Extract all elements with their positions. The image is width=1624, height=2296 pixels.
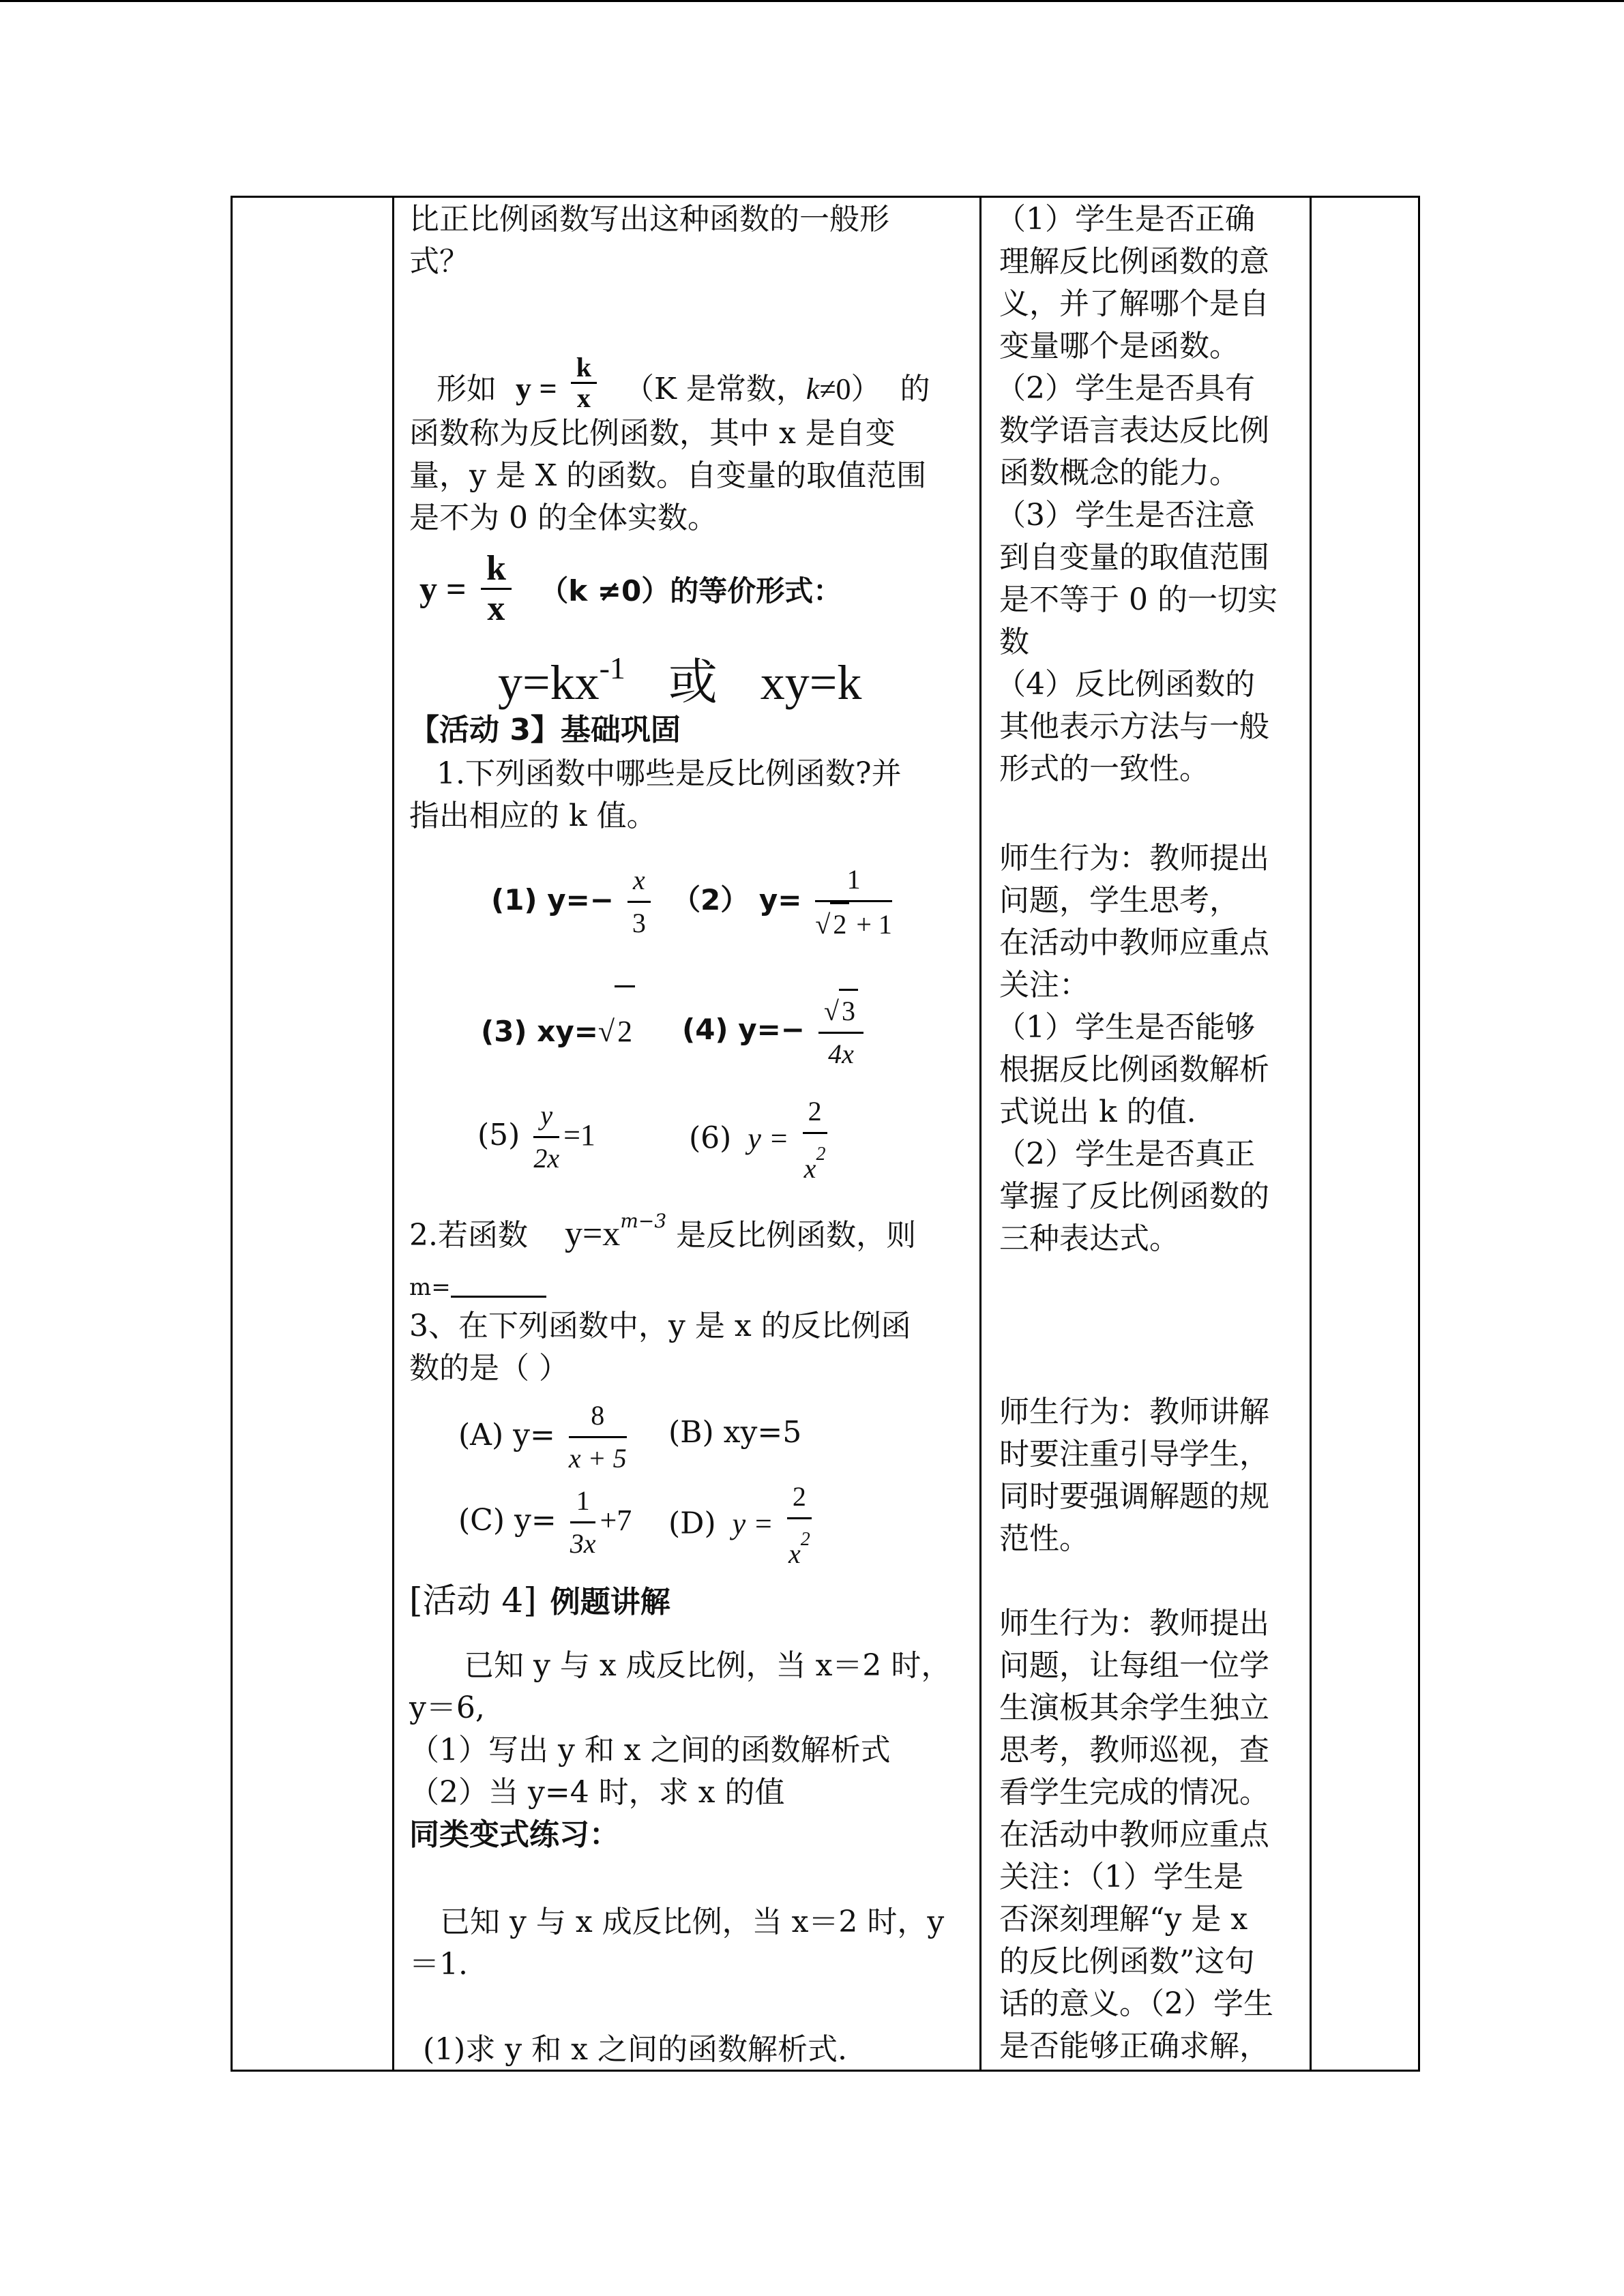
variant-line-2: ＝1. <box>409 1947 468 1982</box>
table-col-line-2 <box>392 196 394 2072</box>
option-a: (A) y= $\frac{8}{x + 5}$ <box>458 1391 631 1480</box>
variant-question-1: (1)求 y 和 x 之间的函数解析式. <box>423 2032 847 2067</box>
question-2-answer: m= <box>409 1266 546 1309</box>
formula-1: (1) y=− $\frac{x}{3}$ <box>491 856 655 944</box>
note-line: 看学生完成的情况。 <box>999 1775 1269 1810</box>
example-question-1: （1）写出 y 和 x 之间的函数解析式 <box>409 1733 891 1768</box>
def-condition: （K 是常数， <box>623 372 806 406</box>
note-line: 在活动中教师应重点 <box>999 1817 1269 1852</box>
definition-line-3: 量，y 是 X 的函数。自变量的取值范围 <box>409 458 927 493</box>
formula-2: （2） y= $\frac{1}{√ 2 + 1}$ <box>672 856 896 944</box>
note-line: 义，并了解哪个是自 <box>999 286 1269 321</box>
note-line: 生演板其余学生独立 <box>999 1690 1269 1725</box>
activity-4-title: [活动 4] 例题讲解 <box>409 1581 670 1620</box>
note-line: 变量哪个是函数。 <box>999 329 1239 363</box>
question-3-line-2: 数的是（ ） <box>409 1351 569 1386</box>
note-line: 师生行为：教师讲解 <box>999 1395 1269 1429</box>
note-line: 在活动中教师应重点 <box>999 925 1269 960</box>
example-line-2: y＝6, <box>409 1690 485 1725</box>
def-prefix: 形如 <box>437 372 497 406</box>
note-line: 师生行为：教师提出 <box>999 1606 1269 1641</box>
note-line: 关注：（1）学生是 <box>999 1860 1243 1894</box>
table-col-line-4 <box>1310 196 1312 2072</box>
def-fraction: $\frac{k}{x}$ <box>571 353 597 413</box>
note-line: （3）学生是否注意 <box>996 498 1255 533</box>
eq-fraction: $\frac{k}{x}$ <box>481 550 512 628</box>
definition-line-1: 形如 y = $\frac{k}{x}$ （K 是常数，k≠0） 的 <box>437 352 930 413</box>
note-line: 师生行为：教师提出 <box>999 841 1269 876</box>
formula-5: (5) $\frac{y}{2x}$ =1 <box>477 1091 595 1180</box>
note-line: （1）学生是否能够 <box>996 1010 1255 1045</box>
big-equation: $y=kx^{-1}$ 或 xy=k <box>498 651 862 711</box>
note-line: 问题，让每组一位学 <box>999 1648 1269 1683</box>
page-top-border <box>0 0 1624 2</box>
option-c: (C) y= $\frac{1}{3x}$ +7 <box>458 1476 632 1565</box>
intro-line-2: 式？ <box>409 244 469 279</box>
table-col-line-5 <box>1418 196 1420 2072</box>
variant-title: 同类变式练习： <box>409 1817 619 1852</box>
note-line: 理解反比例函数的意 <box>999 244 1269 279</box>
activity-3-title: 【活动 3】基础巩固 <box>409 713 681 747</box>
option-d: (D) y = $\frac{2}{x^2}$ <box>668 1476 816 1565</box>
table-top-border <box>231 196 1420 198</box>
equivalent-forms-heading: y = $\frac{k}{x}$ （k ≠0）的等价形式： <box>419 548 842 628</box>
note-line: 话的意义。（2）学生 <box>999 1986 1273 2021</box>
example-question-2: （2）当 y=4 时，求 x 的值 <box>409 1775 785 1810</box>
formula-3: (3) xy=√2 <box>481 985 635 1074</box>
note-line: 问题，学生思考， <box>999 883 1239 918</box>
variant-line-1: 已知 y 与 x 成反比例，当 x＝2 时，y <box>440 1905 945 1939</box>
note-line: 三种表达式。 <box>999 1221 1179 1256</box>
note-line: （4）反比例函数的 <box>996 667 1255 702</box>
question-1-line-1: 1.下列函数中哪些是反比例函数?并 <box>437 756 902 791</box>
note-line: 数学语言表达反比例 <box>999 413 1269 448</box>
note-line: 掌握了反比例函数的 <box>999 1179 1269 1214</box>
note-line: 关注： <box>999 968 1089 1002</box>
answer-blank[interactable] <box>451 1266 546 1298</box>
note-line: 是否能够正确求解， <box>999 2029 1269 2063</box>
table-col-line-1 <box>231 196 233 2072</box>
note-line: 是不等于 0 的一切实 <box>999 582 1278 617</box>
note-line: 到自变量的取值范围 <box>999 540 1269 575</box>
note-line: 函数概念的能力。 <box>999 456 1239 490</box>
definition-line-4: 是不为 0 的全体实数。 <box>409 501 718 535</box>
question-2: 2.若函数 $y=x^{m-3}$ 是反比例函数，则 <box>409 1210 917 1253</box>
note-line: （2）学生是否具有 <box>996 371 1255 406</box>
formula-4: (4) y=− $\frac{√ 3}{4x}$ <box>682 985 868 1074</box>
note-line: 数 <box>999 625 1029 659</box>
intro-line-1: 比正比例函数写出这种函数的一般形 <box>409 202 889 237</box>
note-line: 范性。 <box>999 1521 1089 1556</box>
example-line-1: 已知 y 与 x 成反比例，当 x＝2 时， <box>464 1648 951 1683</box>
note-line: 时要注重引导学生， <box>999 1437 1269 1472</box>
note-line: 的反比例函数”这句 <box>999 1944 1255 1979</box>
definition-line-2: 函数称为反比例函数，其中 x 是自变 <box>409 416 896 451</box>
table-col-line-3 <box>979 196 981 2072</box>
def-y: y = <box>516 371 557 406</box>
note-line: 思考，教师巡视，查 <box>999 1733 1269 1768</box>
note-line: 否深刻理解“y 是 x <box>999 1902 1248 1937</box>
question-3-line-1: 3、在下列函数中，y 是 x 的反比例函 <box>409 1309 911 1343</box>
option-b: (B) xy=5 <box>668 1415 802 1450</box>
note-line: （2）学生是否真正 <box>996 1137 1255 1172</box>
formula-6: (6) y = $\frac{2}{x^2}$ <box>689 1091 831 1180</box>
question-1-line-2: 指出相应的 k 值。 <box>409 799 657 833</box>
note-line: 其他表示方法与一般 <box>999 709 1269 744</box>
note-line: 根据反比例函数解析 <box>999 1052 1269 1087</box>
note-line: 式说出 k 的值. <box>999 1094 1196 1129</box>
note-line: 形式的一致性。 <box>999 751 1209 786</box>
note-line: （1）学生是否正确 <box>996 202 1255 237</box>
note-line: 同时要强调解题的规 <box>999 1479 1269 1514</box>
